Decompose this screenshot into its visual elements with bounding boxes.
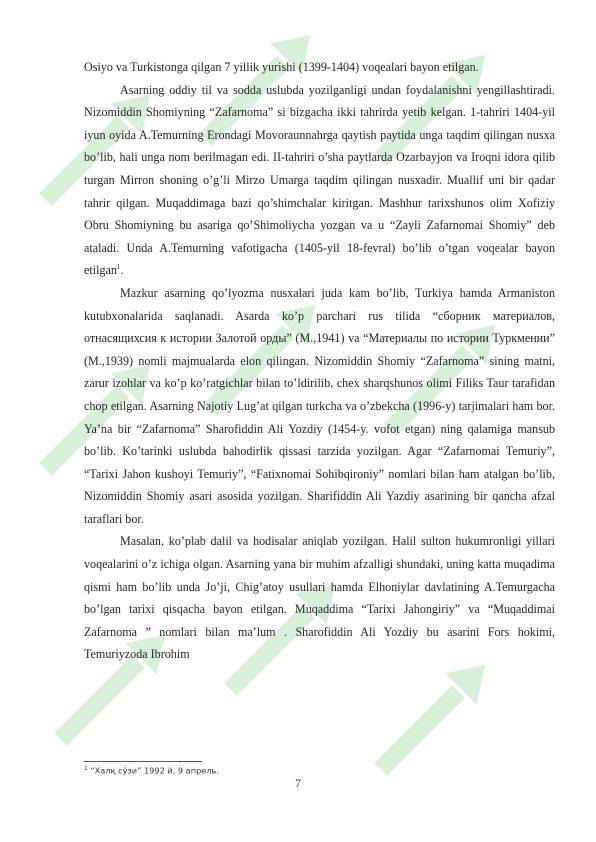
footnote-marker: 1 xyxy=(84,765,88,772)
footnote-reference[interactable]: 1 xyxy=(116,263,121,272)
page-number: 7 xyxy=(295,778,301,790)
paragraph-4: Masalan, ko’plab dalil va hodisalar aniqlab yozilgan. Halil sulton hukumronligi yillari voqealarini o’z ichiga olgan. Asarning yana bir muhim afzalligi shundaki, uning katta muqadima qismi ham bo’lib unda Jo’ji, Chig’atoy usullari hamda Elhoniylar davlatining A.Temurgacha bo’lgan tarixi qisqacha bayon etilgan. Muqaddima “Tarixi Jahongiriy” va “Muqaddimai Zafarnoma ” nomlari bilan ma’lum . Sharofiddin Ali Yozdiy bu asarini Fors hokimi, Temuriyzoda Ibrohim xyxy=(84,534,555,662)
page-body xyxy=(84,56,555,666)
paragraph-3: Mazkur asarning qo’lyozma nusxalari juda kam bo’lib, Turkiya hamda Armaniston kutubxonalarida saqlanadi. Asarda ko’p parchari rus tilida “сборник материалов, отнасящихсия к истории Залотой орды” (M.,1941) va “Материалы по истории Туркмении” (M.,1939) nomli majmualarda elon qilingan. Nizomiddin Shomiy “Zafarnoma” sining matni, zarur izohlar va ko’p ko’ratgichlar bilan to’ldirilib, chex sharqshunos olimi Filiks Taur tarafidan chop etilgan. Asarning Najotiy Lug’at qilgan turkcha va o’zbekcha (1996-y) tarjimalari ham bor. Ya’na bir “Zafarnoma” Sharofiddin Ali Yozdiy (1454-y. vofot etgan) ning qalamiga mansub bo’lib. Ko’tarinki uslubda bahodirlik qissasi tarzida yozilgan. Agar “Zafarnomai Temuriy”, “Tarixi Jahon kushoyi Temuriy”, “Fatixnomai Sohibqironiy” nomlari bilan ham atalgan bo’lib, Nizomiddin Shomiy asari asosida yozilgan. Sharifiddin Ali Yazdiy asarining bir qancha afzal taraflari bor. xyxy=(84,285,555,526)
paragraph-2 xyxy=(84,79,555,282)
footnote xyxy=(84,765,555,776)
paragraph-2-tail: . xyxy=(120,263,124,278)
footnote-text: “Халқ сўзи” 1992 й, 9 апрель. xyxy=(87,765,219,776)
footnote-separator xyxy=(84,761,202,762)
paragraph-2-text: Asarning oddiy til va sodda uslubda yozilganligi undan foydalanishni yengillashtiradi. Nizomiddin Shomiyning “Zafarnoma” si bizgacha ikki tahrirda yetib kelgan. 1-tahriri 1404-yil iyun oyida A.Temurning Erondagi Movoraunnahrga qaytish paytida unga taqdim qilingan nusxa bo’lib, hali unga nom berilmagan edi. II-tahriri o’sha paytlarda Ozarbayjon va Iroqni idora qilib turgan Mirron shoning o’g’li Mirzo Umarga taqdim qilingan nusxadir. Muallif uni bir qadar tahrir qilgan. Muqaddimaga bazi qo’shimchalar kiritgan. Mashhur tarixshunos olim Xofiziy Obru Shomiyning bu asariga qo’Shimoliycha yozgan va u “Zayli Zafarnomai Shomiy” deb ataladi. Unda A.Temurning vafotigacha (1405-yil 18-fevral) bo’lib o’tgan voqealar bayon etilgan xyxy=(84,82,555,278)
paragraph-1: Osiyo va Turkistonga qilgan 7 yillik yurishi (1399-1404) voqealari bayon etilgan. xyxy=(84,60,479,74)
